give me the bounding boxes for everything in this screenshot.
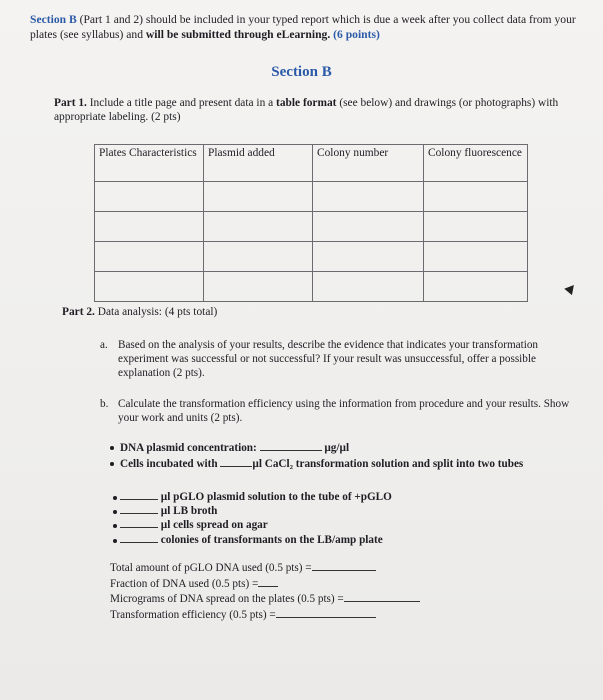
table-cell[interactable] — [424, 272, 528, 302]
bullet-icon — [113, 539, 117, 543]
total-dna-blank[interactable] — [312, 560, 376, 571]
bullet-colonies — [120, 532, 383, 547]
total-dna-line — [110, 560, 420, 576]
bullet-icon — [110, 446, 114, 450]
table-cell[interactable] — [313, 212, 424, 242]
intro-paragraph — [30, 12, 600, 42]
part2-text: Data analysis: (4 pts total) — [94, 306, 218, 318]
question-b-text: Calculate the transformation efficiency using the information from procedure and your results. Show your work and units (2 pts). — [118, 398, 570, 424]
table-header-cell: Colony number — [313, 145, 424, 182]
table-cell[interactable] — [204, 212, 313, 242]
part1-bold: table format — [276, 97, 337, 109]
section-heading: Section B — [271, 64, 332, 80]
micrograms-line — [110, 591, 420, 607]
part1-text-end: (see below) and drawings (or photographs) with appropriate labeling. (2 pts) — [54, 97, 559, 123]
table-row — [95, 242, 528, 272]
table-header-cell: Plasmid added — [204, 145, 313, 182]
cells-spread-text: µl cells spread on agar — [160, 519, 268, 531]
table-cell[interactable] — [313, 272, 424, 302]
question-a-letter: a. — [100, 339, 108, 351]
cells-incubated-text: µl CaCl₂ transformation solution and split into two tubes — [252, 458, 524, 470]
fraction-label: Fraction of DNA used (0.5 pts) = — [110, 577, 259, 590]
micrograms-blank[interactable] — [344, 591, 420, 602]
table-cell[interactable] — [313, 242, 424, 272]
question-a-text: Based on the analysis of your results, describe the evidence that indicates your transformation experiment was successful or not successful? If your result was unsuccessful, offer a possible explanation (2 pts). — [118, 339, 539, 379]
part2-label: Part 2. — [62, 306, 95, 318]
efficiency-line — [110, 607, 420, 623]
pglo-blank[interactable] — [120, 489, 158, 500]
table-cell[interactable] — [95, 272, 204, 302]
colonies-blank[interactable] — [120, 532, 158, 543]
table-cell[interactable] — [424, 242, 528, 272]
cells-spread-blank[interactable] — [120, 517, 158, 528]
dna-concentration-blank[interactable] — [260, 440, 322, 451]
dna-concentration-label: DNA plasmid concentration: — [120, 442, 257, 454]
table-cell[interactable] — [95, 212, 204, 242]
table-row — [95, 272, 528, 302]
table-cell[interactable] — [204, 242, 313, 272]
intro-bold-text: will be submitted through eLearning. — [145, 28, 331, 41]
bullet-lb-broth — [120, 503, 217, 518]
fraction-blank[interactable] — [258, 576, 278, 587]
question-b-letter: b. — [100, 398, 109, 410]
part1-paragraph — [54, 96, 574, 124]
micrograms-label: Micrograms of DNA spread on the plates (0.5 pts) = — [110, 593, 344, 605]
bullet-cells-incubated — [120, 456, 560, 471]
intro-points: (6 points) — [330, 28, 380, 41]
table-cell[interactable] — [204, 272, 313, 302]
bullet-icon — [110, 462, 114, 466]
table-header-cell: Colony fluorescence — [424, 145, 528, 182]
bullet-dna-concentration — [120, 440, 349, 455]
table-header-cell: Plates Characteristics — [95, 145, 204, 182]
bullet-icon — [113, 524, 117, 528]
table-cell[interactable] — [313, 182, 424, 212]
mouse-cursor-icon — [564, 282, 577, 295]
totals-block — [110, 560, 420, 622]
bullet-icon — [113, 496, 117, 500]
colonies-text: colonies of transformants on the LB/amp plate — [160, 534, 383, 546]
table-row — [95, 212, 528, 242]
data-table — [94, 144, 528, 302]
cells-incubated-label: Cells incubated with — [120, 458, 218, 470]
cells-incubated-blank[interactable] — [220, 456, 252, 467]
table-cell[interactable] — [424, 212, 528, 242]
part1-text: Include a title page and present data in a — [86, 97, 277, 109]
table-header-row — [95, 145, 528, 182]
fraction-line — [110, 576, 420, 592]
bullet-pglo — [120, 489, 392, 504]
question-a — [100, 338, 540, 380]
lb-broth-text: µl LB broth — [160, 505, 218, 517]
table-cell[interactable] — [95, 242, 204, 272]
table-cell[interactable] — [95, 182, 204, 212]
bullet-cells-spread — [120, 517, 268, 532]
intro-text: (Part 1 and 2) should be included in your typed report which is due a week after you collect data from your plates (see syllabus) and — [30, 13, 576, 41]
part2-heading — [62, 306, 217, 318]
table-row — [95, 182, 528, 212]
total-dna-label: Total amount of pGLO DNA used (0.5 pts) = — [110, 562, 312, 574]
part1-label: Part 1. — [54, 97, 87, 109]
bullet-icon — [113, 510, 117, 514]
table-cell[interactable] — [424, 182, 528, 212]
dna-concentration-unit: µg/µl — [324, 442, 350, 454]
pglo-text: µl pGLO plasmid solution to the tube of +pGLO — [160, 491, 392, 503]
efficiency-label: Transformation efficiency (0.5 pts) = — [110, 608, 276, 621]
intro-section-label: Section B — [30, 13, 77, 26]
lb-broth-blank[interactable] — [120, 503, 158, 514]
efficiency-blank[interactable] — [276, 607, 376, 618]
question-b — [100, 397, 578, 425]
table-cell[interactable] — [204, 182, 313, 212]
